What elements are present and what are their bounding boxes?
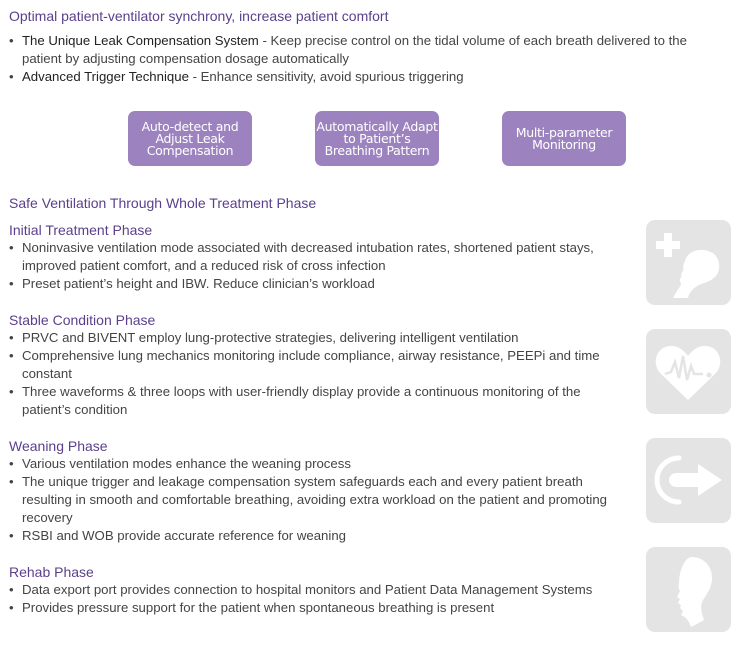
phase-list-stable <box>9 329 609 419</box>
list-item: • Data export port provides connection to hospital monitors and Patient Data Management Systems <box>9 581 609 599</box>
list-item: • Three waveforms & three loops with user-friendly display provide a continuous monitoring of the patient’s condition <box>9 383 609 419</box>
list-item: • Preset patient’s height and IBW. Reduce clinician’s workload <box>9 275 609 293</box>
phase-title-initial: Initial Treatment Phase <box>9 222 153 238</box>
list-item: • The unique trigger and leakage compensation system safeguards each and every patient breath resulting in smooth and comfortable breathing, avoiding extra workload on the patient and promoting recovery <box>9 473 609 527</box>
exit-arrow-icon <box>646 438 731 523</box>
feature-box-adapt: Automatically Adapt to Patient’s Breathing Pattern <box>315 111 439 166</box>
list-item: • Various ventilation modes enhance the weaning process <box>9 455 609 473</box>
phase-title-rehab: Rehab Phase <box>9 564 94 580</box>
phase-list-weaning <box>9 455 609 545</box>
heart-pulse-icon <box>646 329 731 414</box>
feature-item: • Advanced Trigger Technique - Enhance sensitivity, avoid spurious triggering <box>9 68 689 86</box>
phase-title-stable: Stable Condition Phase <box>9 312 156 328</box>
head-profile-icon <box>646 547 731 632</box>
phase-title-weaning: Weaning Phase <box>9 438 108 454</box>
list-item: • Noninvasive ventilation mode associated with decreased intubation rates, shortened patient stays, improved patient comfort, and a reduced risk of cross infection <box>9 239 609 275</box>
list-item: • Provides pressure support for the patient when spontaneous breathing is present <box>9 599 609 617</box>
section-title: Safe Ventilation Through Whole Treatment Phase <box>9 195 317 211</box>
list-item: • Comprehensive lung mechanics monitoring include compliance, airway resistance, PEEPi and time constant <box>9 347 609 383</box>
feature-list <box>9 32 689 86</box>
feature-box-leak: Auto-detect and Adjust Leak Compensation <box>128 111 252 166</box>
cross-head-icon <box>646 220 731 305</box>
feature-box-monitoring: Multi-parameter Monitoring <box>502 111 626 166</box>
phase-list-initial <box>9 239 609 293</box>
list-item: • RSBI and WOB provide accurate reference for weaning <box>9 527 609 545</box>
phase-list-rehab <box>9 581 609 617</box>
list-item: • PRVC and BIVENT employ lung-protective strategies, delivering intelligent ventilation <box>9 329 609 347</box>
page-title: Optimal patient-ventilator synchrony, increase patient comfort <box>9 8 389 24</box>
feature-item: • The Unique Leak Compensation System - Keep precise control on the tidal volume of each breath delivered to the patient by adjusting compensation dosage automatically <box>9 32 689 68</box>
